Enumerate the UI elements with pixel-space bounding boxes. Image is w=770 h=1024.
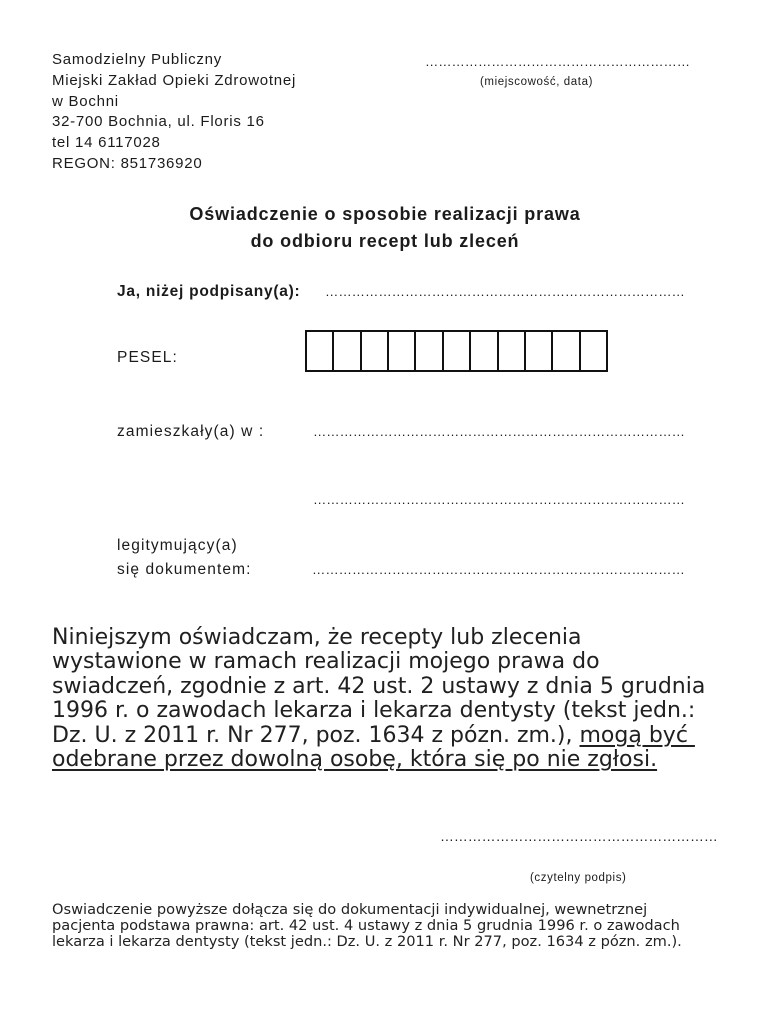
pesel-boxes	[305, 330, 608, 372]
address-field-line: …………………………………………………………………………	[313, 424, 685, 439]
pesel-digit-box	[387, 332, 414, 370]
pesel-label: PESEL:	[117, 349, 178, 366]
pesel-digit-box	[524, 332, 551, 370]
signature-field-line: ……………………………………………………	[440, 828, 718, 844]
pesel-digit-box	[469, 332, 496, 370]
form-title-line: Oświadczenie o sposobie realizacji prawa	[189, 203, 581, 224]
place-date-field-line: ……………………………………………………	[425, 54, 690, 69]
document-field-line: …………………………………………………………………………	[312, 562, 685, 577]
footer-line: Oswiadczenie powyższe dołącza się do dokumentacji indywidualnej, wewnetrznej	[52, 901, 648, 918]
institution-regon: REGON: 851736920	[52, 154, 203, 172]
pesel-digit-box	[579, 332, 606, 370]
pesel-digit-box	[497, 332, 524, 370]
name-label: Ja, niżej podpisany(a):	[117, 283, 301, 300]
statement-text: swiadczeń, zgodnie z art. 42 ust. 2 ustawy z dnia 5 grudnia	[52, 673, 706, 699]
pesel-digit-box	[307, 332, 332, 370]
pesel-row	[117, 348, 178, 368]
footer-line: pacjenta podstawa prawna: art. 42 ust. 4 ustawy z dnia 5 grudnia 1996 r. o zawodach	[52, 917, 680, 934]
document-label-row	[117, 536, 238, 556]
statement-line	[52, 699, 705, 723]
institution-header	[52, 50, 296, 175]
address-row	[117, 422, 685, 442]
name-row	[117, 282, 685, 302]
form-title	[0, 201, 770, 255]
pesel-digit-box	[442, 332, 469, 370]
document-label-line-2: się dokumentem:	[117, 561, 252, 578]
footer-note	[52, 902, 682, 950]
statement-text: Niniejszym oświadczam, że recepty lub zlecenia	[52, 625, 582, 650]
statement-line	[52, 675, 705, 699]
institution-line: Samodzielny Publiczny	[52, 51, 222, 68]
statement-line	[52, 748, 705, 772]
statement-text: Dz. U. z 2011 r. Nr 277, poz. 1634 z pózn. zm.),	[52, 722, 580, 748]
address-field-line-2: …………………………………………………………………………	[313, 492, 685, 507]
pesel-digit-box	[332, 332, 359, 370]
statement-line	[52, 724, 705, 748]
statement-text: 1996 r. o zawodach lekarza i lekarza dentysty (tekst jedn.:	[52, 698, 696, 724]
statement-text: wystawione w ramach realizacji mojego prawa do	[52, 649, 600, 675]
footer-line: lekarza i lekarza dentysty (tekst jedn.: Dz. U. z 2011 r. Nr 277, poz. 1634 z pózn. zm.).	[52, 933, 682, 950]
statement-line	[52, 626, 705, 650]
statement-underlined-text: odebrane przez dowolną osobę, która się po nie zgłosi.	[52, 746, 658, 772]
address-row-2	[313, 490, 685, 510]
name-field-line: ………………………………………………………………………	[325, 284, 685, 299]
address-label: zamieszkały(a) w :	[117, 423, 265, 440]
place-date-caption: (miejscowość, data)	[480, 76, 594, 88]
statement-line	[52, 650, 705, 674]
form-title-line: do odbioru recept lub zleceń	[250, 230, 520, 251]
pesel-digit-box	[360, 332, 387, 370]
signature-caption: (czytelny podpis)	[530, 872, 627, 884]
pesel-digit-box	[551, 332, 578, 370]
institution-line: w Bochni	[52, 92, 119, 110]
statement-underlined-text: mogą być	[579, 722, 695, 748]
statement-paragraph	[52, 626, 705, 772]
institution-address: 32-700 Bochnia, ul. Floris 16	[52, 113, 265, 131]
document-row	[117, 560, 685, 580]
pesel-digit-box	[414, 332, 441, 370]
institution-phone: tel 14 6117028	[52, 134, 161, 152]
institution-line: Miejski Zakład Opieki Zdrowotnej	[52, 71, 297, 89]
document-label-line-1: legitymujący(a)	[117, 537, 238, 554]
